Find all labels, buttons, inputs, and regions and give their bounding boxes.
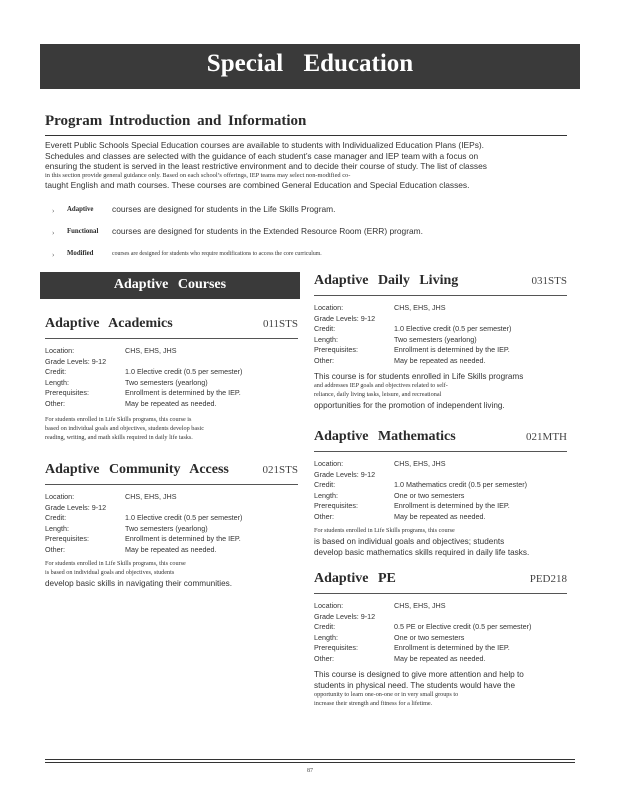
bullet-term: Modified [67,250,94,257]
bullet-term: Adaptive [67,206,94,213]
course-code: 031STS [531,275,567,287]
list-item [52,204,572,226]
course-adaptive-pe [314,571,567,721]
course-divider [45,484,298,485]
info-label: Prerequisites: [314,643,358,652]
info-value: 1.0 Elective credit (0.5 per semester) [125,513,243,522]
info-value: 1.0 Mathematics credit (0.5 per semester) [394,480,528,489]
course-title: Adaptive Community Access [45,462,229,477]
info-label: Credit: [45,367,67,376]
course-divider [314,593,567,594]
course-description [314,371,564,411]
info-label: Grade Levels: 9-12 [314,313,376,323]
info-label: Location: [45,492,75,501]
course-title: Adaptive Academics [45,316,173,331]
course-divider [45,338,298,339]
description-line: This course is for students enrolled in Life Skills programs [314,372,524,381]
info-value: One or two semesters [394,632,465,642]
info-label: Location: [314,459,344,468]
bullet-desc: courses are designed for students in the Extended Resource Room (ERR) program. [112,226,423,236]
info-label: Location: [314,303,344,312]
info-value: Enrollment is determined by the IEP. [125,534,241,543]
course-adaptive-daily-living [314,273,567,423]
course-divider [314,451,567,452]
course-description [314,669,564,709]
description-line: increase their strength and fitness for a lifetime. [314,699,433,707]
info-label: Grade Levels: 9-12 [314,611,376,621]
info-label: Prerequisites: [45,534,89,543]
info-label: Credit: [45,513,67,522]
course-code: 011STS [262,318,298,330]
info-value: Enrollment is determined by the IEP. [394,643,510,652]
info-value: 0.5 PE or Elective credit (0.5 per semester) [394,622,532,631]
info-label: Grade Levels: 9-12 [45,356,107,366]
section-title: Adaptive Courses [113,277,227,292]
bullet-desc: courses are designed for students in the Life Skills Program. [112,204,336,214]
description-line: is based on individual goals and objectives; students [314,536,505,546]
info-label: Credit: [314,622,336,631]
intro-line: Everett Public Schools Special Education courses are available to students with Individualized Education Plans (IEPs). [45,140,484,150]
description-line: opportunity to learn one-on-one or in very small groups to [314,691,459,698]
description-line: For students enrolled in Life Skills programs, this course [45,560,186,567]
info-label: Other: [45,398,65,408]
course-description [314,527,564,558]
bullet-icon: › [52,207,55,215]
info-value: CHS, EHS, JHS [125,492,177,501]
description-line: reading, writing, and math skills required in daily life tasks. [45,433,193,441]
description-line: develop basic skills in navigating their communities. [45,578,233,588]
description-line: develop basic mathematics skills required in daily life tasks. [314,547,530,557]
course-description [45,416,295,442]
info-value: Enrollment is determined by the IEP. [125,388,241,397]
course-divider [314,295,567,296]
course-code: 021MTH [526,431,567,443]
description-line: based on individual goals and objectives, students develop basic [45,424,204,432]
info-label: Location: [314,601,344,610]
info-label: Credit: [314,324,336,333]
info-value: May be repeated as needed. [394,653,486,663]
course-title: Adaptive PE [314,571,396,586]
description-line: students in physical need. The students would have the [314,681,516,690]
course-adaptive-academics [45,316,298,456]
description-line: For students enrolled in Life Skills programs, this course [314,527,455,534]
bullet-icon: › [52,251,55,259]
description-line: This course is designed to give more attention and help to [314,670,524,679]
info-value: Two semesters (yearlong) [125,523,208,533]
info-label: Grade Levels: 9-12 [45,502,107,512]
page-title: Special Education [206,50,414,77]
description-line: and addresses IEP goals and objectives related to self- [314,382,448,389]
info-value: 1.0 Elective credit (0.5 per semester) [125,367,243,376]
footer-divider [45,762,575,763]
course-title: Adaptive Daily Living [314,273,459,288]
info-value: May be repeated as needed. [394,511,486,521]
course-description [45,560,295,589]
info-label: Other: [314,653,334,663]
info-label: Length: [314,490,338,500]
info-label: Other: [314,355,334,365]
course-title: Adaptive Mathematics [314,429,456,444]
description-line: reliance, daily living tasks, leisure, and recreational [314,390,442,398]
intro-line: taught English and math courses. These courses are combined General Education and Special Education classes. [45,179,470,190]
info-label: Prerequisites: [314,345,358,354]
info-value: May be repeated as needed. [125,544,217,554]
description-line: For students enrolled in Life Skills programs, this course is [45,416,192,423]
info-label: Prerequisites: [314,501,358,510]
info-label: Other: [45,544,65,554]
intro-divider [45,135,567,136]
page-number: 87 [307,768,313,774]
info-value: Two semesters (yearlong) [125,377,208,387]
intro-line: in this section provide general guidance only. Based on each school’s offerings, IEP teams may select non-modified co- [45,171,351,179]
info-value: 1.0 Elective credit (0.5 per semester) [394,324,512,333]
info-value: May be repeated as needed. [125,398,217,408]
info-label: Length: [45,377,69,387]
info-value: One or two semesters [394,490,465,500]
section-bar [40,272,300,299]
intro-line: Schedules and classes are selected with the guidance of each student’s case manager and IEP team with a focus on [45,150,479,161]
course-code: 021STS [262,464,298,476]
course-adaptive-community-access [45,462,298,602]
bullet-icon: › [52,229,55,237]
info-label: Length: [314,334,338,344]
intro-heading: Program Introduction and Information [45,113,307,129]
info-value: CHS, EHS, JHS [394,459,446,468]
course-type-list [52,204,572,270]
info-value: Enrollment is determined by the IEP. [394,345,510,354]
info-value: CHS, EHS, JHS [125,346,177,355]
list-item [52,248,572,270]
bullet-term: Functional [67,228,99,235]
header-banner [40,44,580,89]
list-item [52,226,572,248]
info-value: May be repeated as needed. [394,355,486,365]
info-label: Credit: [314,480,336,489]
info-label: Grade Levels: 9-12 [314,469,376,479]
info-value: Two semesters (yearlong) [394,334,477,344]
description-line: is based on individual goals and objectives, students [45,568,175,576]
description-line: opportunities for the promotion of independent living. [314,400,505,410]
info-value: Enrollment is determined by the IEP. [394,501,510,510]
info-label: Prerequisites: [45,388,89,397]
bullet-desc: courses are designed for students who require modifications to access the core curriculum. [112,251,322,257]
info-value: CHS, EHS, JHS [394,601,446,610]
intro-paragraph [45,140,565,190]
footer-divider [45,759,575,760]
info-label: Location: [45,346,75,355]
info-label: Length: [314,632,338,642]
intro-line: ensuring the student is served in the least restrictive environment and to decide their course of study. The list of classes [45,161,487,171]
info-value: CHS, EHS, JHS [394,303,446,312]
course-adaptive-mathematics [314,429,567,569]
course-code: PED218 [529,573,567,585]
info-label: Other: [314,511,334,521]
info-label: Length: [45,523,69,533]
